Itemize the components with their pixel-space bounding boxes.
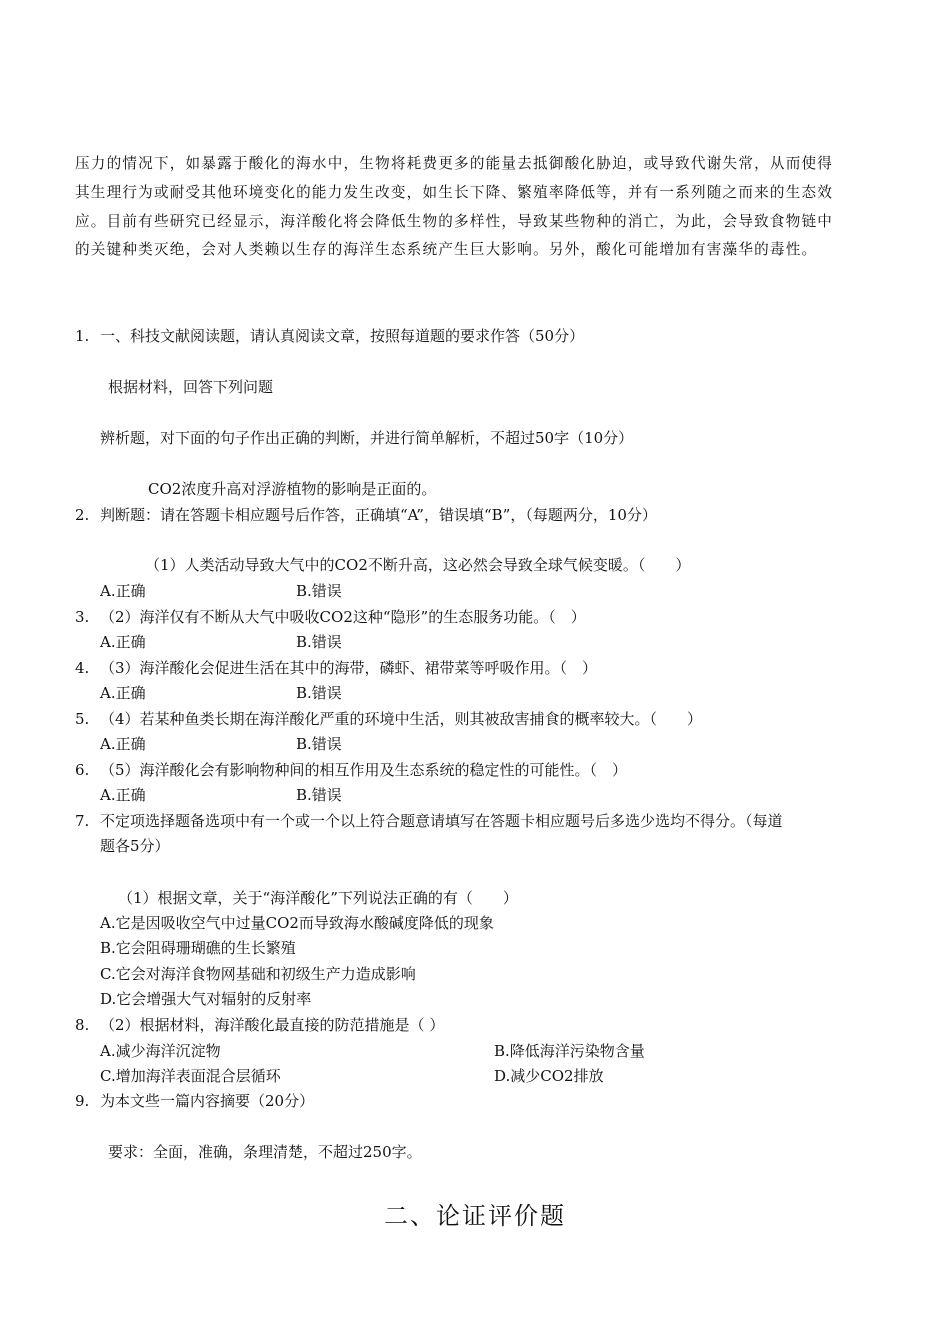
q3-number: 3. [75,608,90,626]
intro-line-2: 其生理行为或耐受其他环境变化的能力发生改变，如生长下降、繁殖率降低等，并有一系列随之而来的生态效 [75,184,834,201]
q9-text: 为本文些一篇内容摘要（20分） [100,1092,315,1110]
q5-option-a: A.正确 [100,735,146,753]
q4-number: 4. [75,659,90,677]
q3-option-b: B.错误 [296,633,342,651]
q2-text: 判断题：请在答题卡相应题号后作答，正确填“A”，错误填“B”，（每题两分，10分） [100,506,657,524]
intro-line-1: 压力的情况下，如暴露于酸化的海水中，生物将耗费更多的能量去抵御酸化胁迫，或导致代谢失常，从而使得 [75,155,834,172]
q1-number: 1. [75,327,90,345]
q1-sub3: CO2浓度升高对浮游植物的影响是正面的。 [148,480,437,498]
q1-sub2: 辨析题，对下面的句子作出正确的判断，并进行简单解析，不超过50字（10分） [100,429,634,447]
q5-number: 5. [75,710,90,728]
q5-text: （4）若某种鱼类长期在海洋酸化严重的环境中生活，则其被敌害捕食的概率较大。（ ） [100,710,703,728]
intro-line-4: 的关键种类灭绝，会对人类赖以生存的海洋生态系统产生巨大影响。另外，酸化可能增加有害藻华的毒性。 [75,241,818,258]
q7-option-c: C.它会对海洋食物网基础和初级生产力造成影响 [100,965,416,983]
q2-number: 2. [75,506,90,524]
q9-number: 9. [75,1092,90,1110]
q8-number: 8. [75,1016,90,1034]
q4-text: （3）海洋酸化会促进生活在其中的海带，磷虾、裙带菜等呼吸作用。（ ） [100,659,598,677]
q1-sub1: 根据材料，回答下列问题 [108,378,274,396]
q7-statement: （1）根据文章，关于“海洋酸化”下列说法正确的有（ ） [118,889,518,907]
q7-number: 7. [75,812,90,830]
q2-statement: （1）人类活动导致大气中的CO2不断升高，这必然会导致全球气候变暖。（ ） [145,556,691,574]
q6-option-b: B.错误 [296,786,342,804]
q8-option-b: B.降低海洋污染物含量 [494,1042,645,1060]
q6-option-a: A.正确 [100,786,146,804]
q1-text: 一、科技文献阅读题，请认真阅读文章，按照每道题的要求作答（50分） [100,327,585,345]
q8-option-a: A.减少海洋沉淀物 [100,1042,221,1060]
q8-option-d: D.减少CO2排放 [494,1067,604,1085]
q6-text: （5）海洋酸化会有影响物种间的相互作用及生态系统的稳定性的可能性。（ ） [100,761,628,779]
q7-text-line2: 题各5分） [100,837,170,855]
q9-requirement: 要求：全面，准确，条理清楚，不超过250字。 [108,1143,422,1161]
q7-option-a: A.它是因吸收空气中过量CO2而导致海水酸碱度降低的现象 [100,914,494,932]
q4-option-b: B.错误 [296,684,342,702]
q2-option-a: A.正确 [100,582,146,600]
q7-text-line1: 不定项选择题备选项中有一个或一个以上符合题意请填写在答题卡相应题号后多选少选均不得分。（每道 [100,812,783,830]
q2-option-b: B.错误 [296,582,342,600]
q6-number: 6. [75,761,90,779]
q4-option-a: A.正确 [100,684,146,702]
q8-option-c: C.增加海洋表面混合层循环 [100,1067,281,1085]
q8-text: （2）根据材料，海洋酸化最直接的防范措施是（ ） [100,1016,445,1034]
q3-option-a: A.正确 [100,633,146,651]
q7-option-b: B.它会阻碍珊瑚礁的生长繁殖 [100,939,296,957]
q3-text: （2）海洋仅有不断从大气中吸收CO2这种“隐形”的生态服务功能。（ ） [100,608,586,626]
q5-option-b: B.错误 [296,735,342,753]
q7-option-d: D.它会增强大气对辐射的反射率 [100,990,312,1008]
intro-line-3: 应。目前有些研究已经显示，海洋酸化将会降低生物的多样性，导致某些物种的消亡，为此，会导致食物链中 [75,213,834,230]
section2-title: 二、论证评价题 [384,1202,566,1230]
